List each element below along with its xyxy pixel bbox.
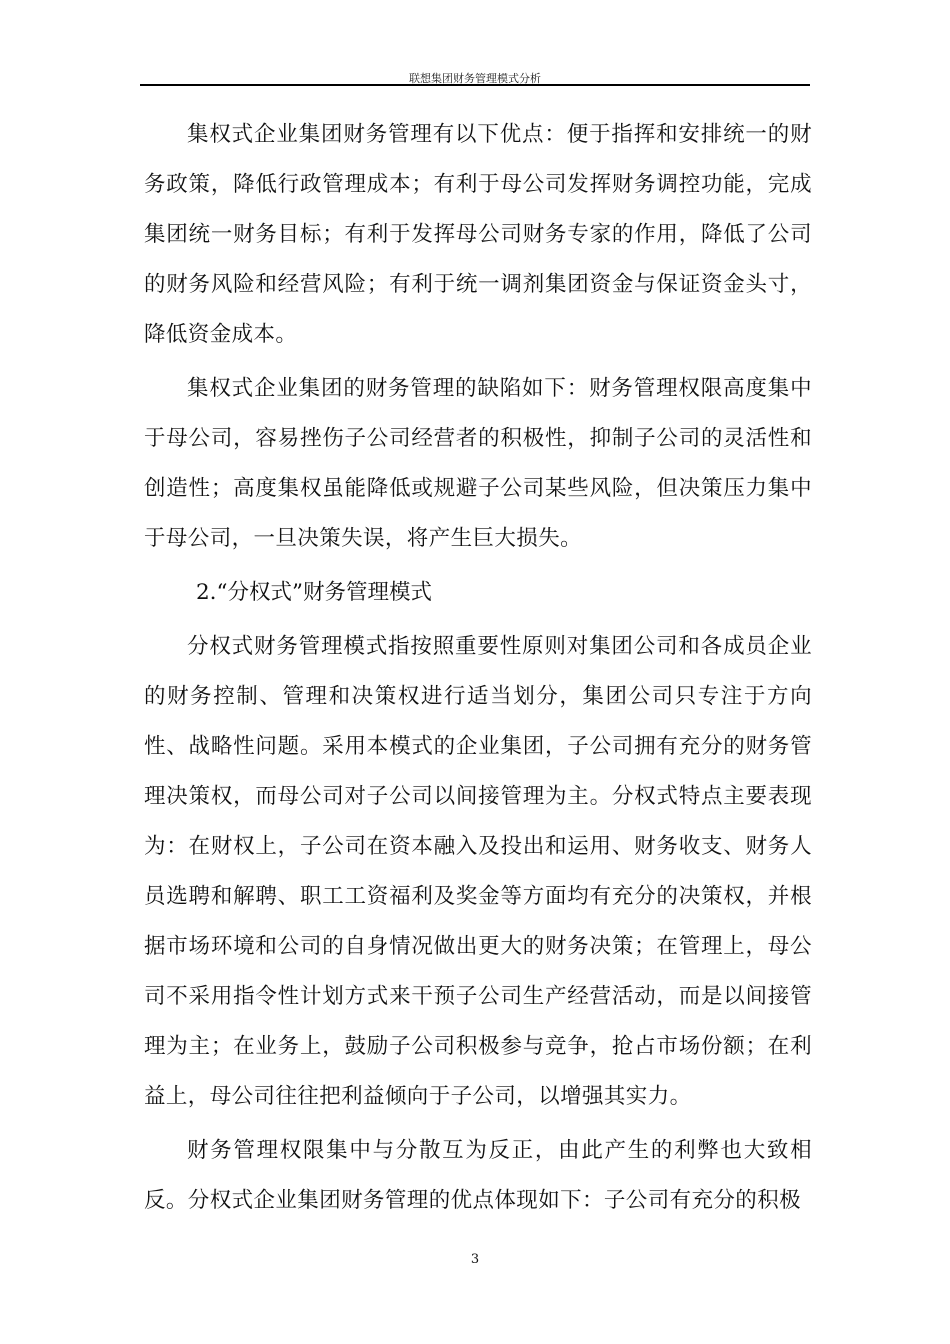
paragraph-decentralized-advantages: 财务管理权限集中与分散互为反正，由此产生的利弊也大致相反。分权式企业集团财务管理的优点体现如下：子公司有充分的积极 (144, 1138, 812, 1213)
header-divider (140, 84, 810, 86)
page-number: 3 (470, 1252, 480, 1267)
running-header: 联想集团财务管理模式分析 (409, 72, 541, 85)
paragraph-centralized-drawbacks: 集权式企业集团的财务管理的缺陷如下：财务管理权限高度集中于母公司，容易挫伤子公司经营者的积极性，抑制子公司的灵活性和创造性；高度集权虽能降低或规避子公司某些风险，但决策压力集中于母公司，一旦决策失误，将产生巨大损失。 (144, 376, 812, 551)
paragraph-centralized-advantages: 集权式企业集团财务管理有以下优点：便于指挥和安排统一的财务政策，降低行政管理成本；有利于母公司发挥财务调控功能，完成集团统一财务目标；有利于发挥母公司财务专家的作用，降低了公司的财务风险和经营风险；有利于统一调剂集团资金与保证资金头寸，降低资金成本。 (144, 122, 812, 347)
paragraph-decentralized-definition: 分权式财务管理模式指按照重要性原则对集团公司和各成员企业的财务控制、管理和决策权进行适当划分，集团公司只专注于方向性、战略性问题。采用本模式的企业集团，子公司拥有充分的财务管理决策权，而母公司对子公司以间接管理为主。分权式特点主要表现为：在财权上，子公司在资本融入及投出和运用、财务收支、财务人员选聘和解聘、职工工资福利及奖金等方面均有充分的决策权，并根据市场环境和公司的自身情况做出更大的财务决策；在管理上，母公司不采用指令性计划方式来干预子公司生产经营活动，而是以间接管理为主；在业务上，鼓励子公司积极参与竞争，抢占市场份额；在利益上，母公司往往把利益倾向于子公司，以增强其实力。 (144, 634, 812, 1109)
section-heading-decentralized: 2.“分权式”财务管理模式 (196, 580, 432, 605)
body-text (144, 110, 812, 1230)
